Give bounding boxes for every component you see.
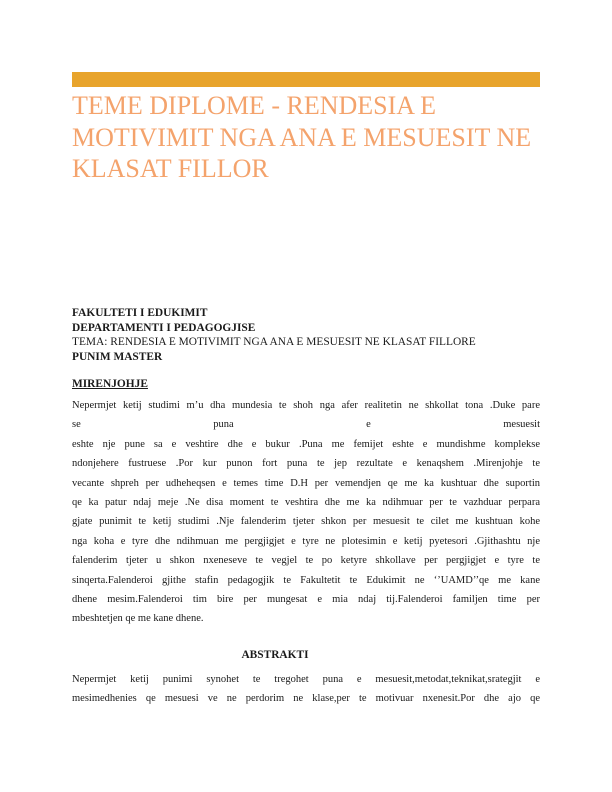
document-title: TEME DIPLOME - RENDESIA E MOTIVIMIT NGA ANA E MESUESIT NE KLASAT FILLOR xyxy=(72,91,532,183)
paragraph-line: Nepermjet ketij punimi synohet te tregohet puna e mesuesit,metodat,teknikat,srategjit e xyxy=(72,674,540,685)
paragraph-line: qe ka patur ndaj meje .Ne disa moment te veshtira dhe me ka ndihmuar per te vazhduar perpara xyxy=(72,497,540,509)
abstract-paragraph xyxy=(72,670,540,709)
paragraph-line: ndonjehere fustruese .Por kur punon fort puna te jep rezultate e kenaqshem .Mirenjohje te xyxy=(72,458,540,470)
work-type: PUNIM MASTER xyxy=(72,350,163,363)
paragraph-line: eshte nje pune sa e veshtire dhe e bukur .Puna me femijet eshte e mundishme komplekse xyxy=(72,438,540,450)
paragraph-line: mbeshtetjen qe me kane dhene. xyxy=(72,613,204,625)
paragraph-line: Nepermjet ketij studimi m’u dha mundesia te shoh nga afer realitetin ne shkollat tona .Duke pare xyxy=(72,400,540,411)
abstract-heading: ABSTRAKTI xyxy=(241,649,309,661)
document-meta xyxy=(72,306,542,364)
paragraph-line: se puna e mesuesit xyxy=(72,419,540,431)
faculty-name: FAKULTETI I EDUKIMIT xyxy=(72,307,208,319)
acknowledgments-heading: MIRENJOHJE xyxy=(72,378,148,390)
paragraph-line: nga koha e tyre dhe ndihmuan me pergjigjet e tyre ne plotesimin e ketij pyetesori .Gjithashtu nje xyxy=(72,535,540,547)
paragraph-line: mesimedhenies qe mesuesi ve ne perdorim ne klase,per te motivuar nxenesit.Por dhe ajo qe xyxy=(72,693,540,705)
paragraph-line: gjate punimit te ketij studimi .Nje falenderim tjeter shkon per mesuesit te cilet me kushtuan kohe xyxy=(72,516,540,528)
paragraph-line: dhene mesim.Falenderoi tim bire per mungesat e mia ndaj tij.Falenderoi familjen time per xyxy=(72,594,540,606)
thesis-topic: TEMA: RENDESIA E MOTIVIMIT NGA ANA E MESUESIT NE KLASAT FILLORE xyxy=(72,336,476,349)
paragraph-line: falenderim tjeter u shkon nxeneseve te vegjel te po ketyre shkollave per pergjigjet e tyre te xyxy=(72,555,540,567)
paragraph-line: vecante shpreh per udheheqsen e temes time D.H per vemendjen qe me ka kushtuar dhe suportin xyxy=(72,477,540,489)
paragraph-line: sinqerta.Falenderoi gjithe stafin pedagogjik te Fakultetit te Edukimit ne ‘’UAMD’’qe me kane xyxy=(72,574,540,586)
title-accent-bar xyxy=(72,72,540,87)
department-name: DEPARTAMENTI I PEDAGOGJISE xyxy=(72,321,256,334)
acknowledgments-paragraph xyxy=(72,396,540,629)
